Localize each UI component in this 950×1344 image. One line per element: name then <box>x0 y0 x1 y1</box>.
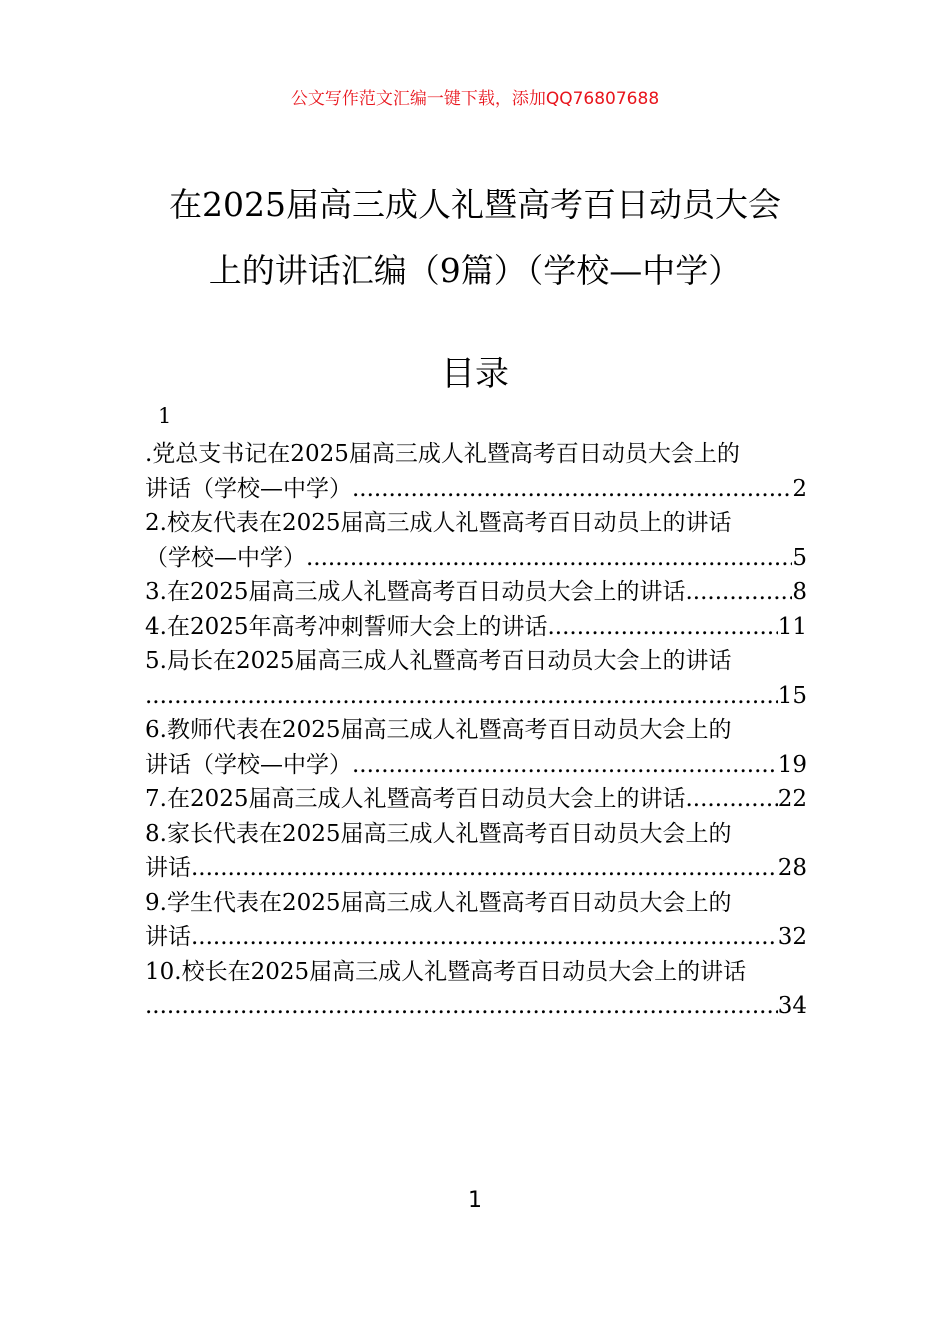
toc-page-number: 11 <box>777 613 807 640</box>
dot-leader <box>145 989 778 1024</box>
toc-entry-3[interactable] <box>145 575 807 610</box>
toc-entry-1[interactable] <box>145 437 807 506</box>
dot-leader <box>685 782 777 817</box>
toc-entry-text-cont: 讲话（学校—中学） <box>145 475 352 502</box>
document-title-line-1: 在2025届高三成人礼暨高考百日动员大会 <box>169 185 781 224</box>
toc-entry-9[interactable] <box>145 886 807 955</box>
watermark-text: 公文写作范文汇编一键下载，添加QQ76807688 <box>290 89 660 109</box>
toc-page-number: 8 <box>792 579 807 605</box>
dot-leader <box>306 541 792 576</box>
toc-entry-text: 10.校长在2025届高三成人礼暨高考百日动员大会上的讲话 <box>145 958 747 985</box>
toc-entry-7[interactable] <box>145 782 807 817</box>
dot-leader <box>352 472 792 507</box>
toc-page-number: 22 <box>777 786 807 812</box>
toc-page-number: 2 <box>792 475 807 502</box>
toc-entry-text: 2.校友代表在2025届高三成人礼暨高考百日动员上的讲话 <box>145 510 732 536</box>
page-number: 1 <box>468 1188 482 1213</box>
toc-entry-text-cont: 讲话 <box>145 855 191 881</box>
toc-page-number: 5 <box>792 544 807 571</box>
toc-entry-text-cont: （学校—中学） <box>145 544 306 571</box>
toc-entry-4[interactable] <box>145 610 807 645</box>
dot-leader <box>191 851 778 886</box>
toc-entry-10[interactable] <box>145 955 807 1024</box>
toc-entry-1-number: 1 <box>158 404 172 428</box>
dot-leader <box>685 575 792 610</box>
toc-entry-2[interactable] <box>145 506 807 575</box>
dot-leader <box>352 748 778 783</box>
dot-leader <box>547 610 777 645</box>
document-title <box>120 172 830 304</box>
toc-entry-text-cont: 讲话 <box>145 924 191 950</box>
toc-entry-text: 7.在2025届高三成人礼暨高考百日动员大会上的讲话 <box>145 786 686 812</box>
toc-page-number: 32 <box>777 924 807 950</box>
dot-leader <box>191 920 778 955</box>
toc-entry-text: 5.局长在2025届高三成人礼暨高考百日动员大会上的讲话 <box>145 648 732 674</box>
toc-entry-8[interactable] <box>145 817 807 886</box>
toc-entry-text: 3.在2025届高三成人礼暨高考百日动员大会上的讲话 <box>145 579 686 605</box>
toc-entry-text: 9.学生代表在2025届高三成人礼暨高考百日动员大会上的 <box>145 889 732 916</box>
toc-entry-text: 8.家长代表在2025届高三成人礼暨高考百日动员大会上的 <box>145 820 732 847</box>
dot-leader <box>145 679 778 714</box>
document-title-line-2: 上的讲话汇编（9篇）（学校—中学） <box>208 251 742 290</box>
toc-page-number: 19 <box>777 751 807 778</box>
toc-entry-text: 6.教师代表在2025届高三成人礼暨高考百日动员大会上的 <box>145 717 732 743</box>
toc-heading: 目录 <box>441 354 509 394</box>
toc-entry-text: 4.在2025年高考冲刺誓师大会上的讲话 <box>145 613 548 640</box>
toc-entry-text: .党总支书记在2025届高三成人礼暨高考百日动员大会上的 <box>145 441 740 467</box>
toc-page-number: 34 <box>777 993 807 1019</box>
toc-entry-6[interactable] <box>145 713 807 782</box>
toc-entry-5[interactable] <box>145 644 807 713</box>
toc-entry-text-cont: 讲话（学校—中学） <box>145 751 352 778</box>
toc-page-number: 28 <box>777 855 807 881</box>
toc-page-number: 15 <box>777 682 807 709</box>
toc-list <box>145 437 807 1024</box>
